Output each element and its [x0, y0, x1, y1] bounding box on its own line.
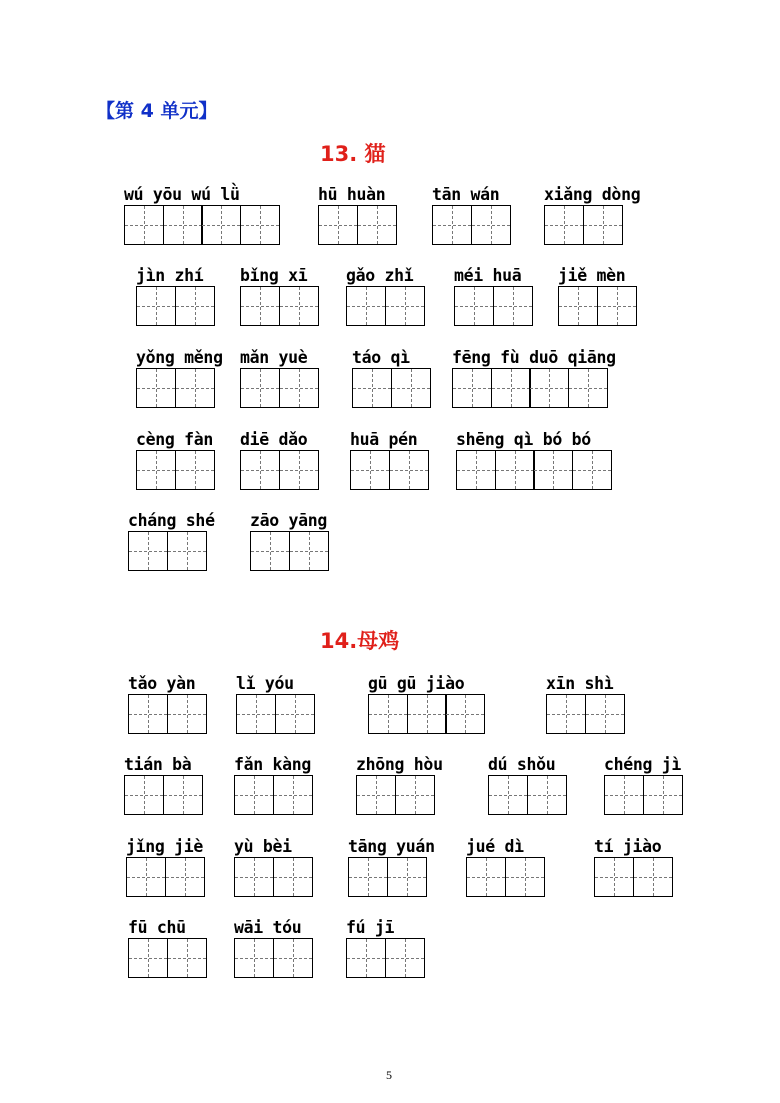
- vocab-word: [454, 266, 531, 326]
- tian-zi-ge-cell[interactable]: [348, 857, 388, 897]
- tian-zi-ge-cell[interactable]: [350, 450, 390, 490]
- tian-zi-ge-cell[interactable]: [357, 205, 397, 245]
- pinyin-label: xīn shì: [546, 674, 614, 693]
- vocab-word: [124, 755, 201, 815]
- writing-grid: [456, 450, 611, 490]
- tian-zi-ge-cell[interactable]: [167, 694, 207, 734]
- pinyin-label: jiě mèn: [558, 266, 626, 285]
- pinyin-label: bǐng xī: [240, 266, 308, 285]
- vocab-word: [350, 430, 427, 490]
- pinyin-label: tí jiào: [594, 837, 662, 856]
- vocab-word: [136, 430, 213, 490]
- writing-grid: [546, 694, 623, 734]
- unit-title: 【第 4 单元】: [96, 100, 218, 122]
- vocab-word: [348, 837, 435, 897]
- pinyin-label: diē dǎo: [240, 430, 308, 449]
- tian-zi-ge-cell[interactable]: [432, 205, 472, 245]
- vocab-word: [356, 755, 443, 815]
- writing-grid: [240, 368, 317, 408]
- tian-zi-ge-cell[interactable]: [289, 531, 329, 571]
- tian-zi-ge-cell[interactable]: [236, 694, 276, 734]
- tian-zi-ge-cell[interactable]: [572, 450, 612, 490]
- vocab-word: [318, 185, 395, 245]
- vocab-word: [594, 837, 671, 897]
- pinyin-label: fēng fù duō qiāng: [452, 348, 616, 367]
- tian-zi-ge-cell[interactable]: [583, 205, 623, 245]
- vocab-word: [234, 755, 311, 815]
- tian-zi-ge-cell[interactable]: [175, 286, 215, 326]
- writing-grid: [234, 775, 311, 815]
- writing-grid: [346, 938, 423, 978]
- pinyin-label: fū chū: [128, 918, 186, 937]
- writing-grid: [594, 857, 671, 897]
- vocab-word: [240, 430, 317, 490]
- pinyin-label: lǐ yóu: [236, 674, 294, 693]
- tian-zi-ge-cell[interactable]: [488, 775, 528, 815]
- pinyin-label: yù bèi: [234, 837, 292, 856]
- tian-zi-ge-cell[interactable]: [368, 694, 408, 734]
- tian-zi-ge-cell[interactable]: [597, 286, 637, 326]
- vocab-word: [544, 185, 640, 245]
- tian-zi-ge-cell[interactable]: [128, 938, 168, 978]
- page-number: 5: [386, 1068, 392, 1082]
- tian-zi-ge-cell[interactable]: [533, 450, 573, 490]
- tian-zi-ge-cell[interactable]: [491, 368, 531, 408]
- writing-grid: [250, 531, 327, 571]
- tian-zi-ge-cell[interactable]: [527, 775, 567, 815]
- vocab-word: [456, 430, 611, 490]
- tian-zi-ge-cell[interactable]: [126, 857, 166, 897]
- tian-zi-ge-cell[interactable]: [352, 368, 392, 408]
- tian-zi-ge-cell[interactable]: [466, 857, 506, 897]
- pinyin-label: méi huā: [454, 266, 522, 285]
- writing-grid: [136, 368, 223, 408]
- pinyin-label: tān wán: [432, 185, 500, 204]
- tian-zi-ge-cell[interactable]: [136, 286, 176, 326]
- vocab-word: [432, 185, 509, 245]
- pinyin-label: jué dì: [466, 837, 524, 856]
- tian-zi-ge-cell[interactable]: [273, 938, 313, 978]
- writing-grid: [488, 775, 565, 815]
- tian-zi-ge-cell[interactable]: [240, 286, 280, 326]
- tian-zi-ge-cell[interactable]: [387, 857, 427, 897]
- writing-grid: [128, 938, 205, 978]
- tian-zi-ge-cell[interactable]: [167, 938, 207, 978]
- writing-grid: [136, 286, 213, 326]
- tian-zi-ge-cell[interactable]: [273, 857, 313, 897]
- vocab-word: [558, 266, 635, 326]
- tian-zi-ge-cell[interactable]: [136, 368, 176, 408]
- tian-zi-ge-cell[interactable]: [493, 286, 533, 326]
- vocab-word: [234, 918, 311, 978]
- writing-grid: [234, 857, 311, 897]
- tian-zi-ge-cell[interactable]: [346, 286, 386, 326]
- tian-zi-ge-cell[interactable]: [124, 775, 164, 815]
- tian-zi-ge-cell[interactable]: [445, 694, 485, 734]
- tian-zi-ge-cell[interactable]: [279, 368, 319, 408]
- vocab-word: [346, 918, 423, 978]
- tian-zi-ge-cell[interactable]: [167, 531, 207, 571]
- writing-grid: [236, 694, 313, 734]
- tian-zi-ge-cell[interactable]: [234, 938, 274, 978]
- tian-zi-ge-cell[interactable]: [175, 368, 215, 408]
- tian-zi-ge-cell[interactable]: [163, 205, 203, 245]
- tian-zi-ge-cell[interactable]: [594, 857, 634, 897]
- pinyin-label: tāng yuán: [348, 837, 435, 856]
- tian-zi-ge-cell[interactable]: [318, 205, 358, 245]
- tian-zi-ge-cell[interactable]: [234, 775, 274, 815]
- writing-grid: [128, 694, 205, 734]
- tian-zi-ge-cell[interactable]: [250, 531, 290, 571]
- pinyin-label: cháng shé: [128, 511, 215, 530]
- tian-zi-ge-cell[interactable]: [124, 205, 164, 245]
- vocab-word: [352, 348, 429, 408]
- tian-zi-ge-cell[interactable]: [389, 450, 429, 490]
- pinyin-label: mǎn yuè: [240, 348, 308, 367]
- tian-zi-ge-cell[interactable]: [240, 450, 280, 490]
- pinyin-label: hū huàn: [318, 185, 386, 204]
- vocab-word: [452, 348, 616, 408]
- pinyin-label: chéng jì: [604, 755, 682, 774]
- writing-grid: [452, 368, 616, 408]
- writing-grid: [466, 857, 543, 897]
- tian-zi-ge-cell[interactable]: [391, 368, 431, 408]
- tian-zi-ge-cell[interactable]: [395, 775, 435, 815]
- pinyin-label: gū gū jiào: [368, 674, 465, 693]
- tian-zi-ge-cell[interactable]: [128, 694, 168, 734]
- pinyin-label: tián bà: [124, 755, 192, 774]
- pinyin-label: huā pén: [350, 430, 418, 449]
- tian-zi-ge-cell[interactable]: [505, 857, 545, 897]
- pinyin-label: yǒng měng: [136, 348, 223, 367]
- pinyin-label: wú yōu wú lǜ: [124, 185, 240, 204]
- lesson-title-13: 13. 猫: [320, 142, 386, 166]
- tian-zi-ge-cell[interactable]: [604, 775, 644, 815]
- tian-zi-ge-cell[interactable]: [568, 368, 608, 408]
- tian-zi-ge-cell[interactable]: [546, 694, 586, 734]
- pinyin-label: zhōng hòu: [356, 755, 443, 774]
- tian-zi-ge-cell[interactable]: [452, 368, 492, 408]
- tian-zi-ge-cell[interactable]: [471, 205, 511, 245]
- tian-zi-ge-cell[interactable]: [495, 450, 535, 490]
- tian-zi-ge-cell[interactable]: [128, 531, 168, 571]
- writing-grid: [454, 286, 531, 326]
- pinyin-label: xiǎng dòng: [544, 185, 641, 204]
- tian-zi-ge-cell[interactable]: [558, 286, 598, 326]
- tian-zi-ge-cell[interactable]: [385, 286, 425, 326]
- tian-zi-ge-cell[interactable]: [346, 938, 386, 978]
- tian-zi-ge-cell[interactable]: [454, 286, 494, 326]
- vocab-word: [136, 348, 223, 408]
- writing-grid: [544, 205, 640, 245]
- tian-zi-ge-cell[interactable]: [240, 368, 280, 408]
- tian-zi-ge-cell[interactable]: [240, 205, 280, 245]
- tian-zi-ge-cell[interactable]: [273, 775, 313, 815]
- writing-grid: [346, 286, 423, 326]
- writing-grid: [124, 205, 279, 245]
- vocab-word: [368, 674, 484, 734]
- writing-grid: [240, 450, 317, 490]
- tian-zi-ge-cell[interactable]: [275, 694, 315, 734]
- writing-grid: [356, 775, 443, 815]
- tian-zi-ge-cell[interactable]: [279, 286, 319, 326]
- tian-zi-ge-cell[interactable]: [234, 857, 274, 897]
- tian-zi-ge-cell[interactable]: [407, 694, 447, 734]
- tian-zi-ge-cell[interactable]: [356, 775, 396, 815]
- writing-grid: [128, 531, 215, 571]
- pinyin-label: zāo yāng: [250, 511, 328, 530]
- vocab-word: [128, 918, 205, 978]
- vocab-word: [250, 511, 327, 571]
- vocab-word: [346, 266, 423, 326]
- vocab-word: [128, 511, 215, 571]
- pinyin-label: gǎo zhǐ: [346, 266, 414, 285]
- writing-grid: [368, 694, 484, 734]
- vocab-word: [128, 674, 205, 734]
- writing-grid: [604, 775, 681, 815]
- writing-grid: [350, 450, 427, 490]
- pinyin-label: fú jī: [346, 918, 395, 937]
- tian-zi-ge-cell[interactable]: [456, 450, 496, 490]
- pinyin-label: táo qì: [352, 348, 410, 367]
- tian-zi-ge-cell[interactable]: [643, 775, 683, 815]
- pinyin-label: fǎn kàng: [234, 755, 312, 774]
- tian-zi-ge-cell[interactable]: [163, 775, 203, 815]
- writing-grid: [558, 286, 635, 326]
- pinyin-label: jìn zhí: [136, 266, 204, 285]
- vocab-word: [488, 755, 565, 815]
- writing-grid: [352, 368, 429, 408]
- vocab-word: [546, 674, 623, 734]
- writing-grid: [234, 938, 311, 978]
- tian-zi-ge-cell[interactable]: [175, 450, 215, 490]
- vocab-word: [124, 185, 279, 245]
- tian-zi-ge-cell[interactable]: [201, 205, 241, 245]
- vocab-word: [126, 837, 203, 897]
- pinyin-label: shēng qì bó bó: [456, 430, 591, 449]
- writing-grid: [124, 775, 201, 815]
- writing-grid: [348, 857, 435, 897]
- writing-grid: [136, 450, 213, 490]
- vocab-word: [604, 755, 681, 815]
- writing-grid: [126, 857, 203, 897]
- tian-zi-ge-cell[interactable]: [544, 205, 584, 245]
- vocab-word: [466, 837, 543, 897]
- vocab-word: [240, 266, 317, 326]
- tian-zi-ge-cell[interactable]: [529, 368, 569, 408]
- writing-grid: [240, 286, 317, 326]
- pinyin-label: wāi tóu: [234, 918, 302, 937]
- vocab-word: [136, 266, 213, 326]
- pinyin-label: jǐng jiè: [126, 837, 204, 856]
- tian-zi-ge-cell[interactable]: [633, 857, 673, 897]
- lesson-title-14: 14.母鸡: [320, 629, 400, 653]
- pinyin-label: tǎo yàn: [128, 674, 196, 693]
- tian-zi-ge-cell[interactable]: [585, 694, 625, 734]
- writing-grid: [318, 205, 395, 245]
- tian-zi-ge-cell[interactable]: [165, 857, 205, 897]
- pinyin-label: cèng fàn: [136, 430, 214, 449]
- tian-zi-ge-cell[interactable]: [385, 938, 425, 978]
- writing-grid: [432, 205, 509, 245]
- tian-zi-ge-cell[interactable]: [279, 450, 319, 490]
- pinyin-label: dú shǒu: [488, 755, 556, 774]
- vocab-word: [240, 348, 317, 408]
- vocab-word: [234, 837, 311, 897]
- vocab-word: [236, 674, 313, 734]
- tian-zi-ge-cell[interactable]: [136, 450, 176, 490]
